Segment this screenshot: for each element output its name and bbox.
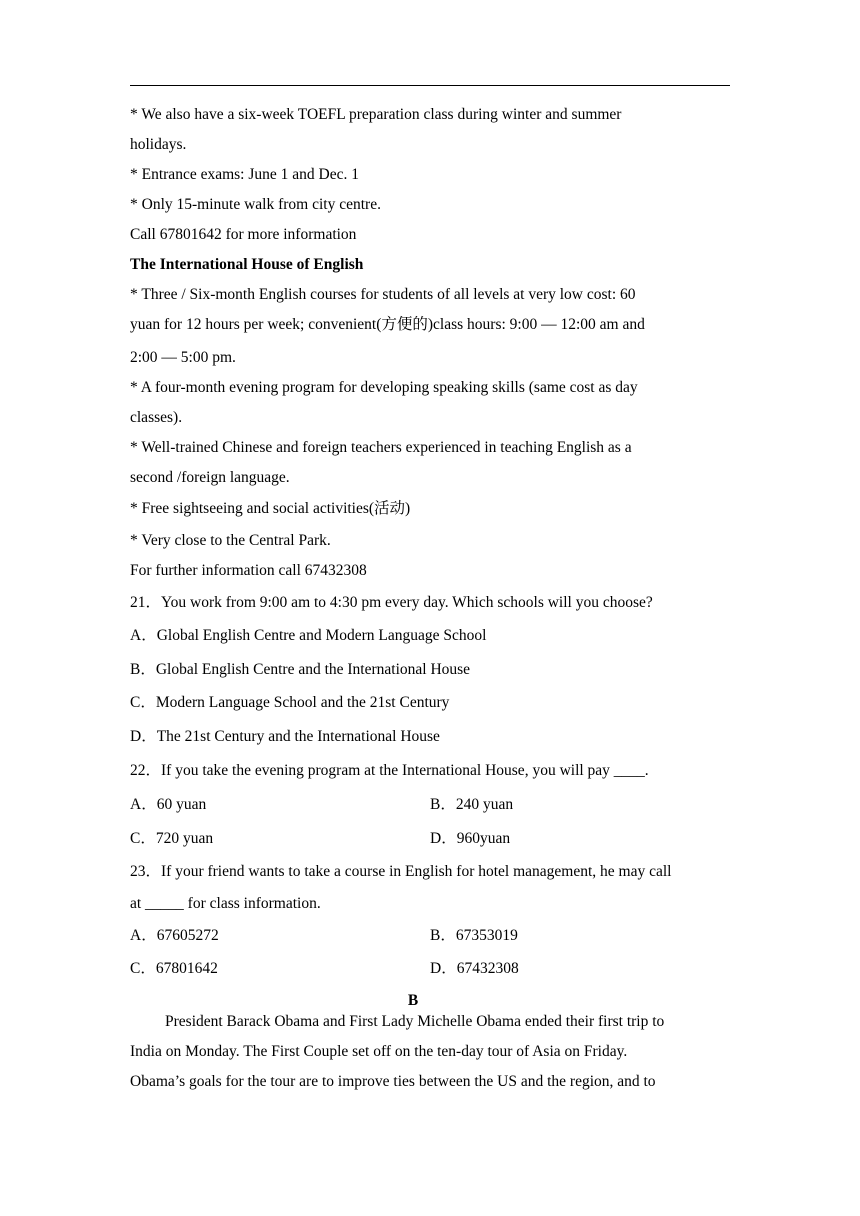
passage-line: India on Monday. The First Couple set off on the ten-day tour of Asia on Friday. (130, 1043, 628, 1060)
ih-line: * Three / Six-month English courses for students of all levels at very low cost: 60 (130, 286, 636, 303)
q21-option-c: C．Modern Language School and the 21st Century (130, 694, 450, 711)
q23-stem-cont: at _____ for class information. (130, 895, 321, 912)
q23-stem: 23．If your friend wants to take a course in English for hotel management, he may call (130, 863, 672, 880)
ih-line: yuan for 12 hours per week; convenient(方便的)class hours: 9:00 — 12:00 am and (130, 316, 645, 333)
passage-line: Obama’s goals for the tour are to improve ties between the US and the region, and to (130, 1073, 656, 1090)
q23-option-a: A．67605272 (130, 927, 219, 944)
q21-option-a: A．Global English Centre and Modern Language School (130, 627, 487, 644)
q21-option-d: D．The 21st Century and the International House (130, 728, 440, 745)
passage-line: President Barack Obama and First Lady Michelle Obama ended their first trip to (165, 1013, 665, 1030)
ih-line: * Free sightseeing and social activities(活动) (130, 500, 411, 517)
bullet-entrance-exams: * Entrance exams: June 1 and Dec. 1 (130, 166, 359, 183)
ih-line: * Very close to the Central Park. (130, 532, 331, 549)
q22-option-a: A．60 yuan (130, 796, 207, 813)
header-rule (130, 85, 730, 86)
ih-line: classes). (130, 409, 183, 426)
ih-line: * A four-month evening program for developing speaking skills (same cost as day (130, 379, 638, 396)
q22-option-d: D．960yuan (430, 830, 511, 847)
q22-option-c: C．720 yuan (130, 830, 214, 847)
q21-stem: 21．You work from 9:00 am to 4:30 pm every day. Which schools will you choose? (130, 594, 653, 611)
bullet-toefl-cont: holidays. (130, 136, 187, 153)
ih-line: * Well-trained Chinese and foreign teachers experienced in teaching English as a (130, 439, 632, 456)
q23-option-c: C．67801642 (130, 960, 218, 977)
q22-stem: 22．If you take the evening program at the International House, you will pay ____. (130, 762, 649, 779)
ih-line: 2:00 — 5:00 pm. (130, 349, 236, 366)
q21-option-b: B．Global English Centre and the International House (130, 661, 471, 678)
ih-line: For further information call 67432308 (130, 562, 367, 579)
ih-line: second /foreign language. (130, 469, 290, 486)
ih-title: The International House of English (130, 256, 364, 273)
bullet-toefl: * We also have a six-week TOEFL preparation class during winter and summer (130, 106, 622, 123)
q23-option-d: D．67432308 (430, 960, 519, 977)
bullet-walk: * Only 15-minute walk from city centre. (130, 196, 381, 213)
call-info: Call 67801642 for more information (130, 226, 357, 243)
q22-option-b: B．240 yuan (430, 796, 514, 813)
q23-option-b: B．67353019 (430, 927, 518, 944)
section-b-heading: B (407, 992, 419, 1009)
